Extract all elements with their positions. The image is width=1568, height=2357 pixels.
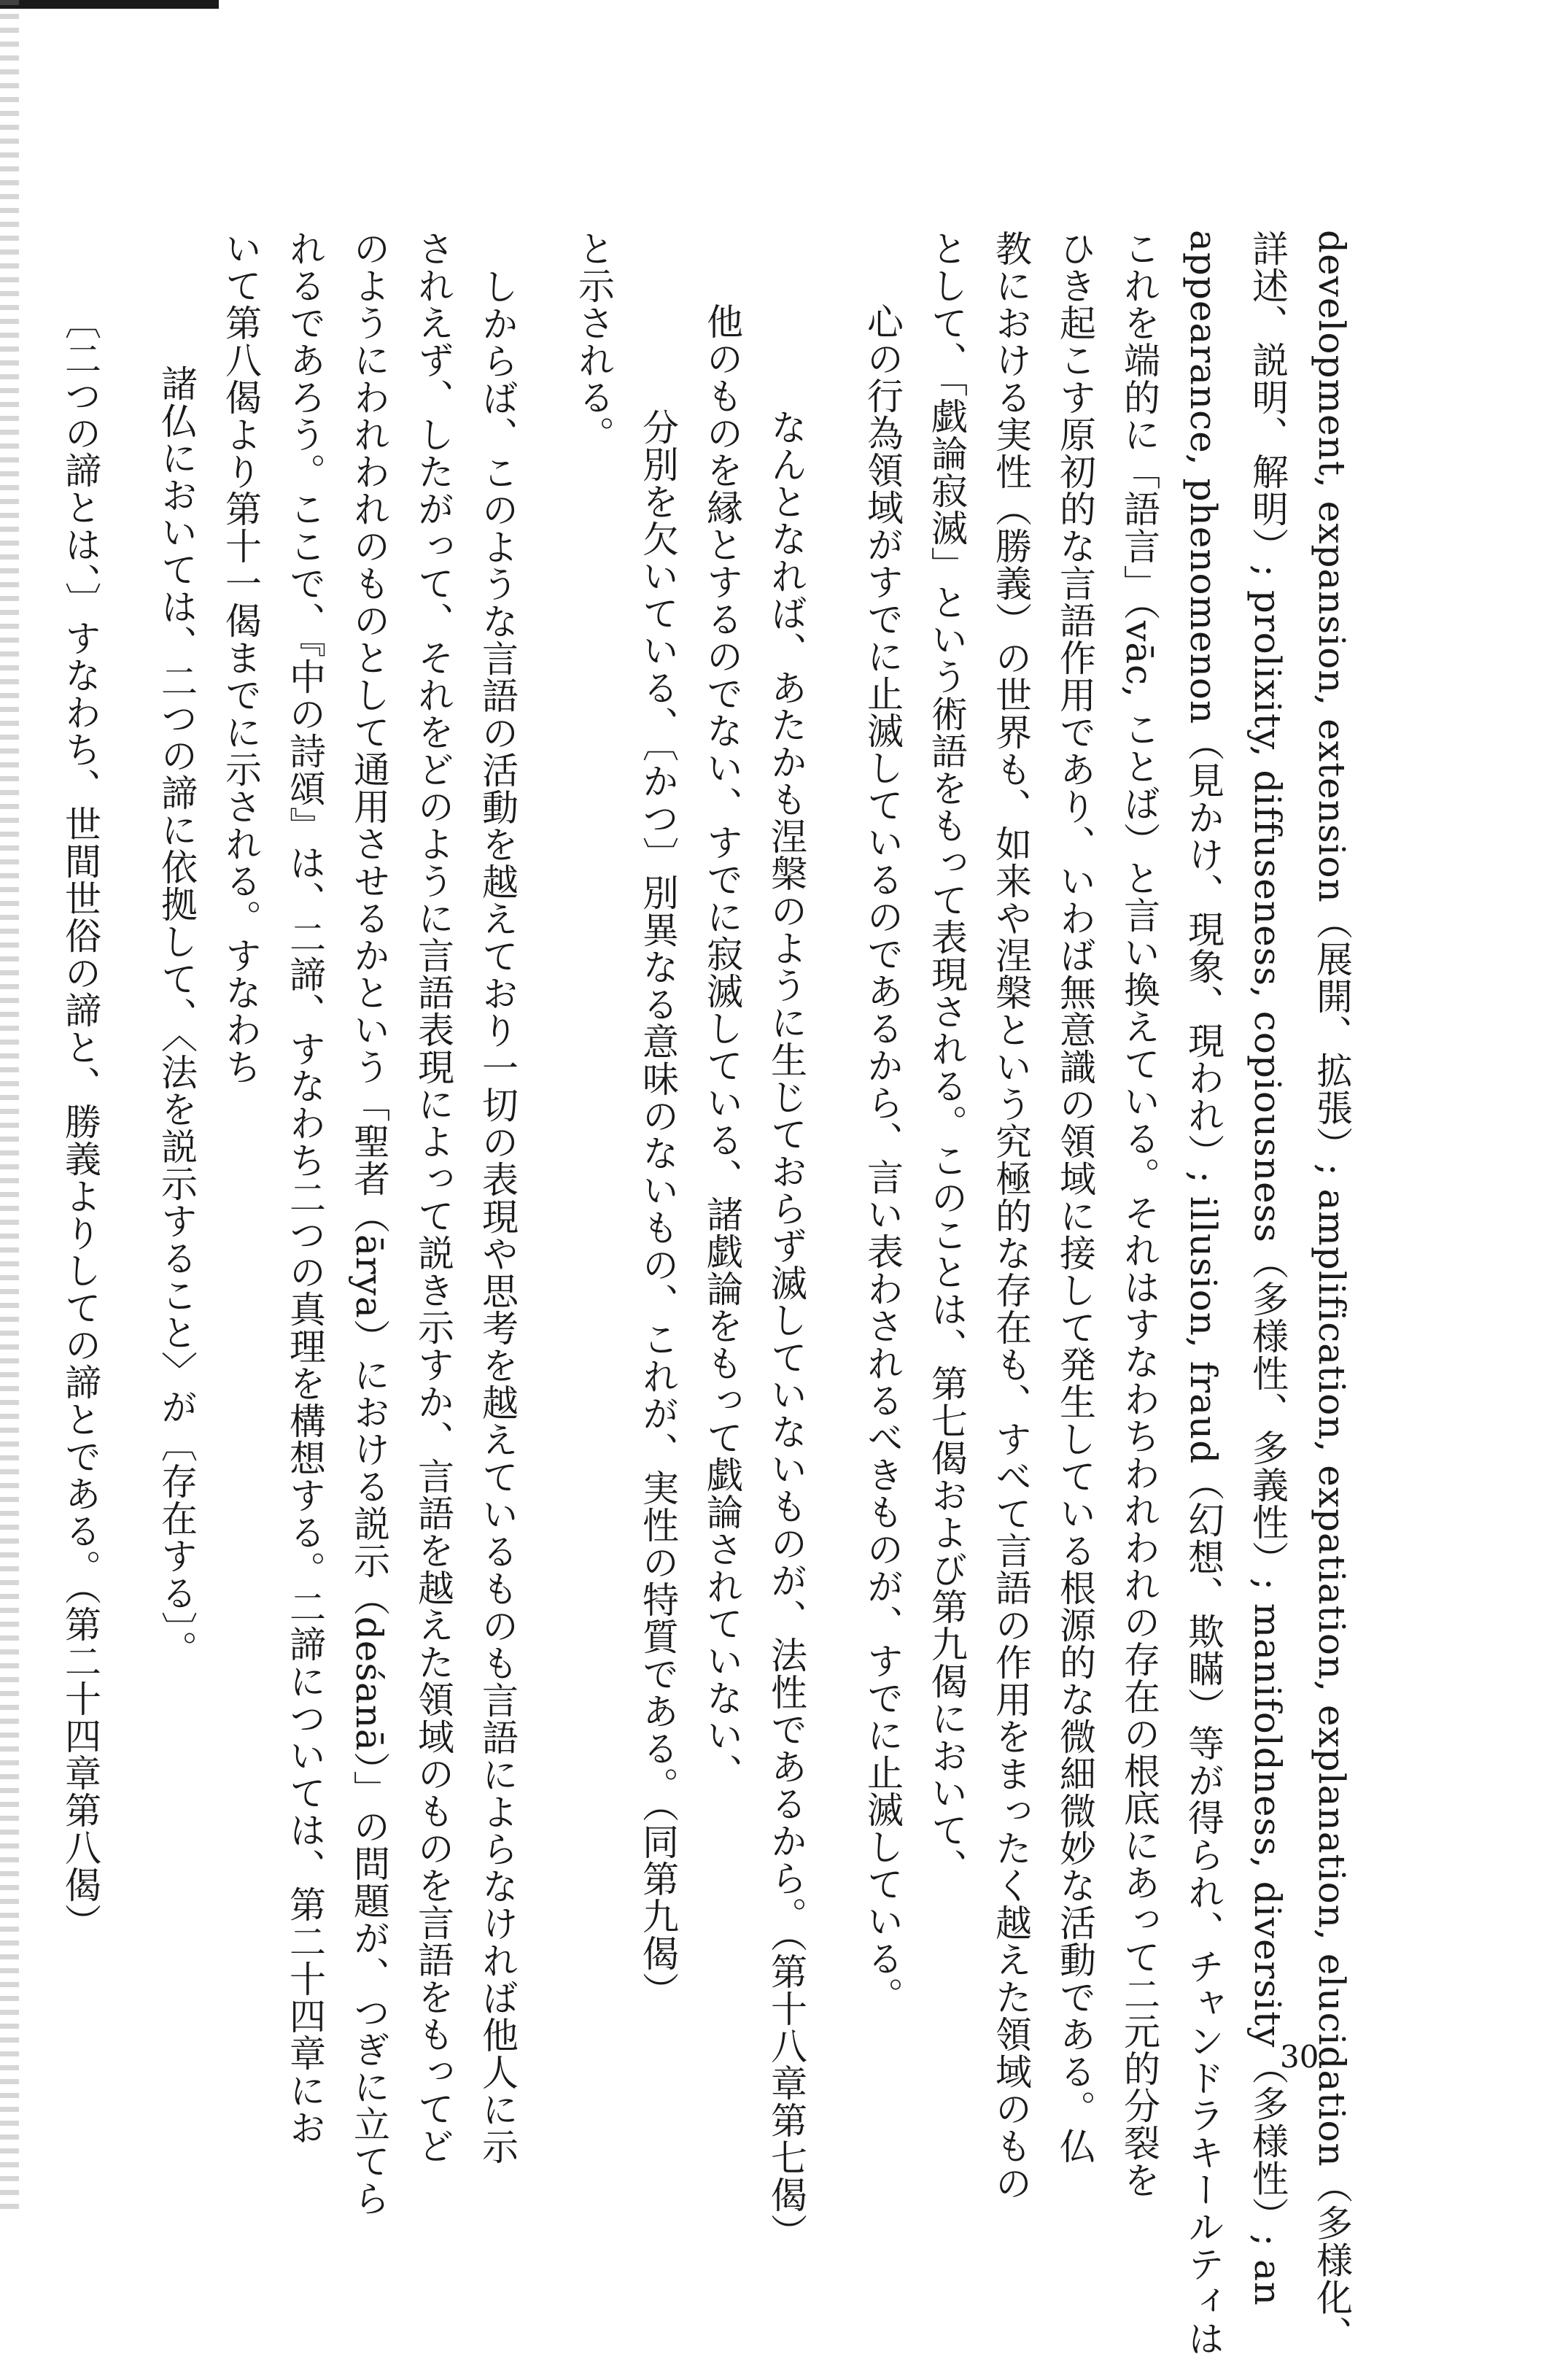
text-column: ひき起こす原初的な言語作用であり、いわば無意識の領域に接して発生している根源的な微細微妙な活動である。仏 xyxy=(1054,230,1096,2164)
quote-column: 〔二つの諦とは、〕すなわち、世間世俗の諦と、勝義よりしての諦とである。（第二十四章第八偈） xyxy=(59,303,101,1940)
quote-column: 諸仏においては、二つの諦に依拠して、〈法を説示すること〉が〔存在する〕。 xyxy=(155,365,198,1668)
text-column: のようにわれわれのものとして通用させるかという「聖者（ārya）における説示（deśanā）」の問題が、つぎに立てら xyxy=(348,230,390,2217)
text-column: いて第八偈より第十一偈までに示される。すなわち xyxy=(220,230,262,1085)
text-column: これを端的に「語言」（vāc, ことば）と言い換えている。それはすなわちわれわれの存在の根底にあって二元的分裂を xyxy=(1118,230,1160,2199)
text-column: れるであろう。ここで、『中の詩頌』は、二諦、すなわち二つの真理を構想する。二諦については、第二十四章にお xyxy=(284,230,326,2146)
text-column: として、「戯論寂滅」という術語をもって表現される。このことは、第七偈および第九偈において、 xyxy=(925,230,968,1886)
page-number: 30 xyxy=(1280,2039,1319,2075)
text-column: 教における実性（勝義）の世界も、如来や涅槃という究極的な存在も、すべて言語の作用をまったく越えた領域のもの xyxy=(990,230,1032,2202)
text-column: 詳述、説明、解明）; prolixity, diffuseness, copiousness（多様性、多義性）; manifoldness, diversity（多様性）; an xyxy=(1246,230,1289,2307)
quote-column: 分別を欠いている、〔かつ〕別異なる意味のないもの、これが、実性の特質である。（同第九偈） xyxy=(637,409,679,2009)
text-column: しからば、このような言語の活動を越えており一切の表現や思考を越えているものも言語によらなければ他人に示 xyxy=(476,268,519,2165)
text-column: development, expansion, extension（展開、拡張）; amplification, expatiation, explanation, elucidation（多様化、 xyxy=(1311,230,1353,2353)
scan-corner-rule xyxy=(0,0,219,9)
text-column: appearance, phenomenon（見かけ、現象、現われ）; illusion, fraud（幻想、欺瞞）等が得られ、チャンドラキールティは xyxy=(1182,230,1224,2357)
text-column: されえず、したがって、それをどのように言語表現によって説き示すか、言語を越えた領域のものを言語をもってど xyxy=(412,230,454,2164)
quote-column: 心の行為領域がすでに止滅しているのであるから、言い表わされるべきものが、すでに止滅している。 xyxy=(861,303,904,2014)
text-column: と示される。 xyxy=(573,230,615,453)
quote-column: なんとなれば、あたかも涅槃のように生じておらず滅していないものが、法性であるから。（第十八章第七偈） xyxy=(765,409,807,2250)
quote-column: 他のものを縁とするのでない、すでに寂滅している、諸戯論をもって戯論されていない、 xyxy=(701,303,743,1791)
binding-edge-shadow xyxy=(0,0,19,2217)
